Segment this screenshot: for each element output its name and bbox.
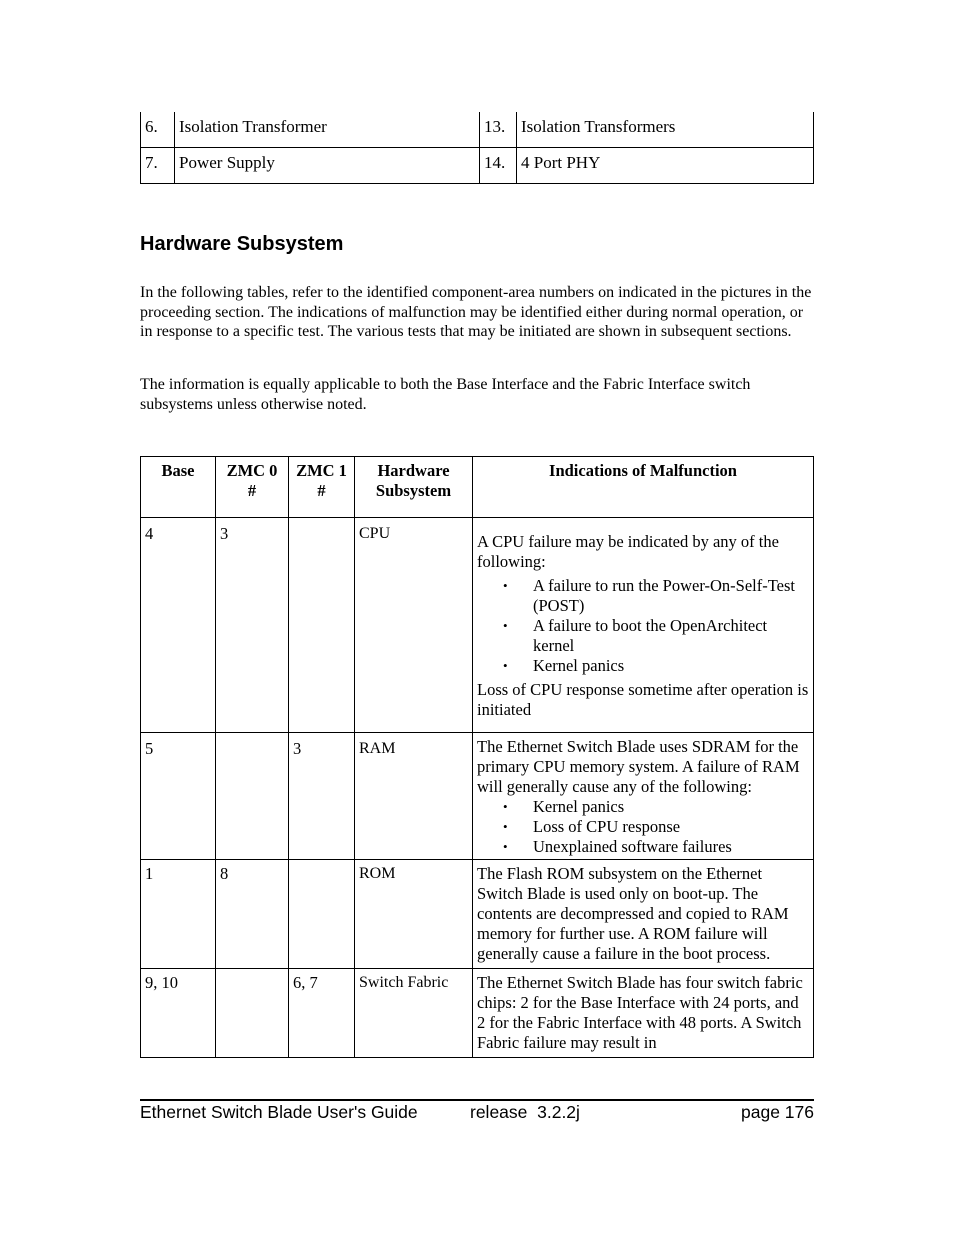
header-base: Base [141,457,216,518]
table-row-rom [141,860,814,969]
table-row [141,148,814,184]
cell-subsystem: RAM [355,733,473,860]
header-hardware-subsystem: Hardware Subsystem [355,457,473,518]
footer-title: Ethernet Switch Blade User's Guide [140,1102,418,1122]
applicability-paragraph: The information is equally applicable to both the Base Interface and the Fabric Interface switch subsystems unless otherwise noted. [140,376,751,413]
cell-subsystem: Switch Fabric [355,969,473,1058]
table-row [141,112,814,148]
intro-paragraph: In the following tables, refer to the identified component-area numbers on indicated in the pictures in the proceeding section. The indications of malfunction may be identified either during normal operation, or in response to a specific test. The various tests that may be initiated are shown in subsequent sections. [140,284,812,340]
cell-base: 9, 10 [141,969,216,1058]
list-item: • A failure to run the Power-On-Self-Test (POST) [477,576,809,616]
list-item: • Unexplained software failures [477,837,809,857]
cell-indications [473,733,814,860]
indication-intro: The Ethernet Switch Blade uses SDRAM for the primary CPU memory system. A failure of RAM will generally cause any of the following: [477,737,800,796]
item-number: 13. [480,112,517,148]
table-row-switch-fabric [141,969,814,1058]
item-description: Isolation Transformers [517,112,814,148]
indication-list [477,797,809,857]
header-zmc1: ZMC 1 # [289,457,355,518]
hardware-subsystem-table [140,456,814,1058]
item-number: 7. [141,148,175,184]
item-number: 14. [480,148,517,184]
list-item: • Kernel panics [477,656,809,676]
cell-zmc0 [216,733,289,860]
cell-zmc0: 8 [216,860,289,969]
page-footer [140,1102,814,1124]
cell-subsystem: CPU [355,518,473,733]
footer-release: release 3.2.2j [470,1102,580,1122]
footer-divider [140,1099,814,1101]
indication-list [477,576,809,676]
cell-zmc1 [289,860,355,969]
table-header-row [141,457,814,518]
list-item: • A failure to boot the OpenArchitect kernel [477,616,809,656]
list-item: • Loss of CPU response [477,817,809,837]
table-row-cpu [141,518,814,733]
cell-zmc1: 3 [289,733,355,860]
cell-indications [473,518,814,733]
item-description: Isolation Transformer [175,112,480,148]
cell-zmc0: 3 [216,518,289,733]
component-list-table [140,112,814,184]
cell-indications: The Ethernet Switch Blade has four switch fabric chips: 2 for the Base Interface with 24 ports, and 2 for the Fabric Interface with 48 ports. A Switch Fabric failure may result in [473,969,814,1058]
cell-base: 1 [141,860,216,969]
cell-indications: The Flash ROM subsystem on the Ethernet Switch Blade is used only on boot-up. The contents are decompressed and copied to RAM memory for further use. A ROM failure will generally cause a failure in the boot process. [473,860,814,969]
item-description: 4 Port PHY [517,148,814,184]
list-item: • Kernel panics [477,797,809,817]
section-heading: Hardware Subsystem [140,233,344,255]
header-zmc0: ZMC 0 # [216,457,289,518]
indication-intro: A CPU failure may be indicated by any of the following: [477,532,779,571]
table-row-ram [141,733,814,860]
cell-zmc0 [216,969,289,1058]
item-number: 6. [141,112,175,148]
cell-zmc1: 6, 7 [289,969,355,1058]
indication-outro: Loss of CPU response sometime after operation is initiated [477,680,809,719]
cell-subsystem: ROM [355,860,473,969]
cell-base: 4 [141,518,216,733]
header-indications: Indications of Malfunction [473,457,814,518]
item-description: Power Supply [175,148,480,184]
footer-page-number: page 176 [741,1102,814,1122]
cell-base: 5 [141,733,216,860]
cell-zmc1 [289,518,355,733]
